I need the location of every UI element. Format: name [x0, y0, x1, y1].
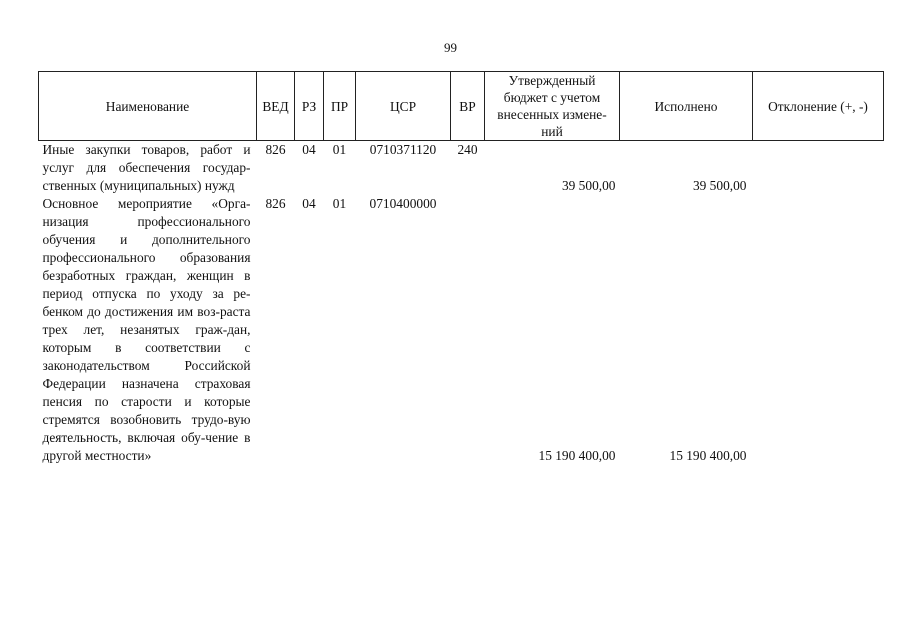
row-ved: 826: [265, 142, 286, 157]
row-vr: [451, 195, 485, 465]
header-vr: ВР: [451, 72, 485, 141]
header-executed: Исполнено: [620, 72, 753, 141]
header-ved: ВЕД: [257, 72, 295, 141]
row-vr: 240: [457, 142, 478, 157]
row-pr: 01: [332, 142, 347, 157]
row-rz: 04: [302, 196, 316, 211]
row-csr: 0710400000: [369, 196, 437, 211]
page-number: 99: [444, 40, 457, 55]
table-row: [39, 141, 884, 196]
header-csr: ЦСР: [356, 72, 451, 141]
header-name: Наименование: [39, 72, 257, 141]
row-deviation: [753, 141, 884, 196]
header-approved-budget: Утвержденный бюджет с учетом внесенных измене-ний: [485, 72, 620, 141]
row-executed: 39 500,00: [692, 178, 747, 193]
row-name: Иные закупки товаров, работ и услуг для обеспечения государ-ственных (муниципальных) нужд: [42, 142, 251, 193]
row-approved: 39 500,00: [561, 178, 616, 193]
table-row: [39, 195, 884, 465]
row-csr: 0710371120: [369, 142, 437, 157]
table-header-row: [39, 72, 884, 141]
budget-table: [38, 71, 884, 465]
row-deviation: [753, 195, 884, 465]
row-name: Основное мероприятие «Орга-низация профессионального обучения и дополнительного профессионального образования безработных граждан, женщин в период отпуска по уходу за ре-бенком до достижения им воз-раста трех лет, незанятых граж-дан, которым в соответствии с законодательством Российской Федерации назначена страховая пенсия по старости и которые стремятся возобновить трудо-вую деятельность, включая обу-чение в другой местности»: [42, 196, 251, 463]
row-pr: 01: [332, 196, 347, 211]
header-rz: РЗ: [295, 72, 324, 141]
row-approved: 15 190 400,00: [538, 448, 616, 463]
header-deviation: Отклонение (+, -): [753, 72, 884, 141]
row-rz: 04: [302, 142, 316, 157]
row-executed: 15 190 400,00: [669, 448, 747, 463]
row-ved: 826: [265, 196, 286, 211]
header-pr: ПР: [324, 72, 356, 141]
